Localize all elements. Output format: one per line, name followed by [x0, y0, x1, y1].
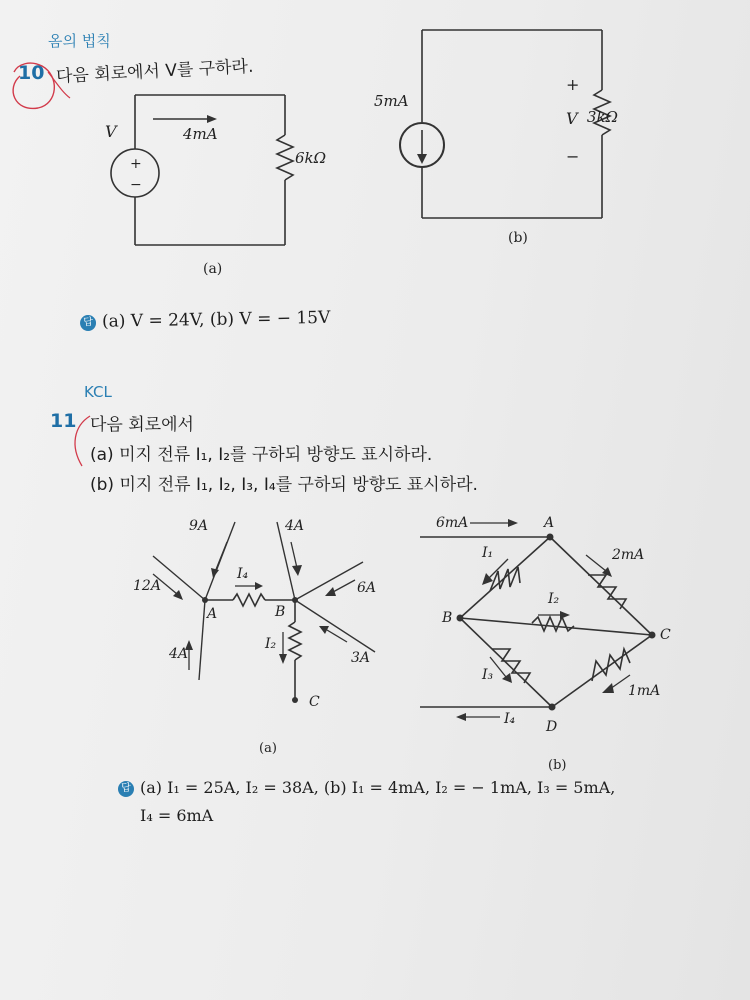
- resistor-label: 3kΩ: [586, 108, 618, 126]
- label-4A-top: 4A: [285, 518, 305, 534]
- caption-11a: (a): [259, 741, 277, 756]
- label-node-A: A: [544, 515, 555, 531]
- current-label: 4mA: [183, 125, 218, 143]
- voltage-label: V: [105, 122, 117, 141]
- label-node-D: D: [546, 719, 558, 735]
- circuit-11a: [105, 510, 395, 760]
- caption-11b: (b): [548, 758, 567, 773]
- problem-11-part-a: (a) 미지 전류 I₁, I₂를 구하되 방향도 표시하라.: [90, 445, 433, 465]
- label-node-C: C: [309, 694, 320, 710]
- label-I2: I₂: [548, 591, 560, 607]
- source-label: 5mA: [374, 92, 409, 110]
- label-I1: I₁: [482, 545, 494, 561]
- minus-sign: −: [566, 147, 580, 166]
- plus-sign: +: [566, 75, 580, 94]
- problem-11-question: 다음 회로에서: [90, 415, 194, 435]
- answer-11-text: (a) I₁ = 25A, I₂ = 38A, (b) I₁ = 4mA, I₂ = − 1mA, I₃ = 5mA,: [140, 778, 616, 797]
- label-1mA: 1mA: [628, 683, 661, 699]
- problem-number-10: 10: [18, 62, 45, 84]
- label-I4: I₄: [504, 711, 516, 727]
- label-2mA: 2mA: [612, 547, 645, 563]
- label-node-B: B: [275, 604, 286, 620]
- label-I4: I₄: [237, 566, 249, 582]
- label-I3: I₃: [482, 667, 494, 683]
- resistor-label: 6kΩ: [295, 149, 327, 167]
- caption-a: (a): [203, 261, 223, 277]
- section-tag-kcl: KCL: [84, 383, 112, 401]
- circuit-10a: [95, 85, 345, 285]
- label-node-A: A: [207, 606, 218, 622]
- label-9A: 9A: [189, 518, 209, 534]
- circuit-11b: [420, 505, 720, 775]
- node-d-dot: [549, 704, 556, 711]
- source-minus: −: [130, 177, 142, 193]
- section-tag-ohms-law: 옴의 법칙: [48, 32, 111, 50]
- node-c-dot: [649, 632, 656, 639]
- pen-mark-circle: [0, 48, 80, 118]
- answer-badge: 답: [80, 315, 96, 331]
- answer-11-line1: [118, 778, 615, 797]
- pen-mark-bracket: [60, 412, 100, 472]
- node-a-dot: [202, 597, 208, 603]
- label-6mA: 6mA: [436, 515, 469, 531]
- label-3A: 3A: [351, 650, 371, 666]
- label-12A: 12A: [133, 578, 161, 594]
- voltage-label: V: [566, 109, 578, 128]
- caption-b: (b): [508, 230, 528, 246]
- problem-10-question: 다음 회로에서 V를 구하라.: [55, 56, 254, 87]
- label-node-C: C: [660, 627, 671, 643]
- source-plus: +: [130, 156, 142, 172]
- problem-number-11: 11: [50, 410, 77, 432]
- node-c-dot: [292, 697, 298, 703]
- label-node-B: B: [442, 610, 453, 626]
- answer-10: [80, 308, 331, 332]
- answer-badge: 답: [118, 781, 134, 797]
- label-6A: 6A: [357, 580, 377, 596]
- node-b-dot: [292, 597, 298, 603]
- problem-11-part-b: (b) 미지 전류 I₁, I₂, I₃, I₄를 구하되 방향도 표시하라.: [90, 475, 478, 495]
- node-b-dot: [457, 615, 464, 622]
- answer-10-text: (a) V = 24V, (b) V = − 15V: [101, 307, 331, 332]
- circuit-10b: [360, 20, 620, 250]
- label-I2: I₂: [265, 636, 277, 652]
- label-4A-left: 4A: [169, 646, 189, 662]
- node-a-dot: [547, 534, 554, 541]
- answer-11-line2: I₄ = 6mA: [140, 806, 214, 825]
